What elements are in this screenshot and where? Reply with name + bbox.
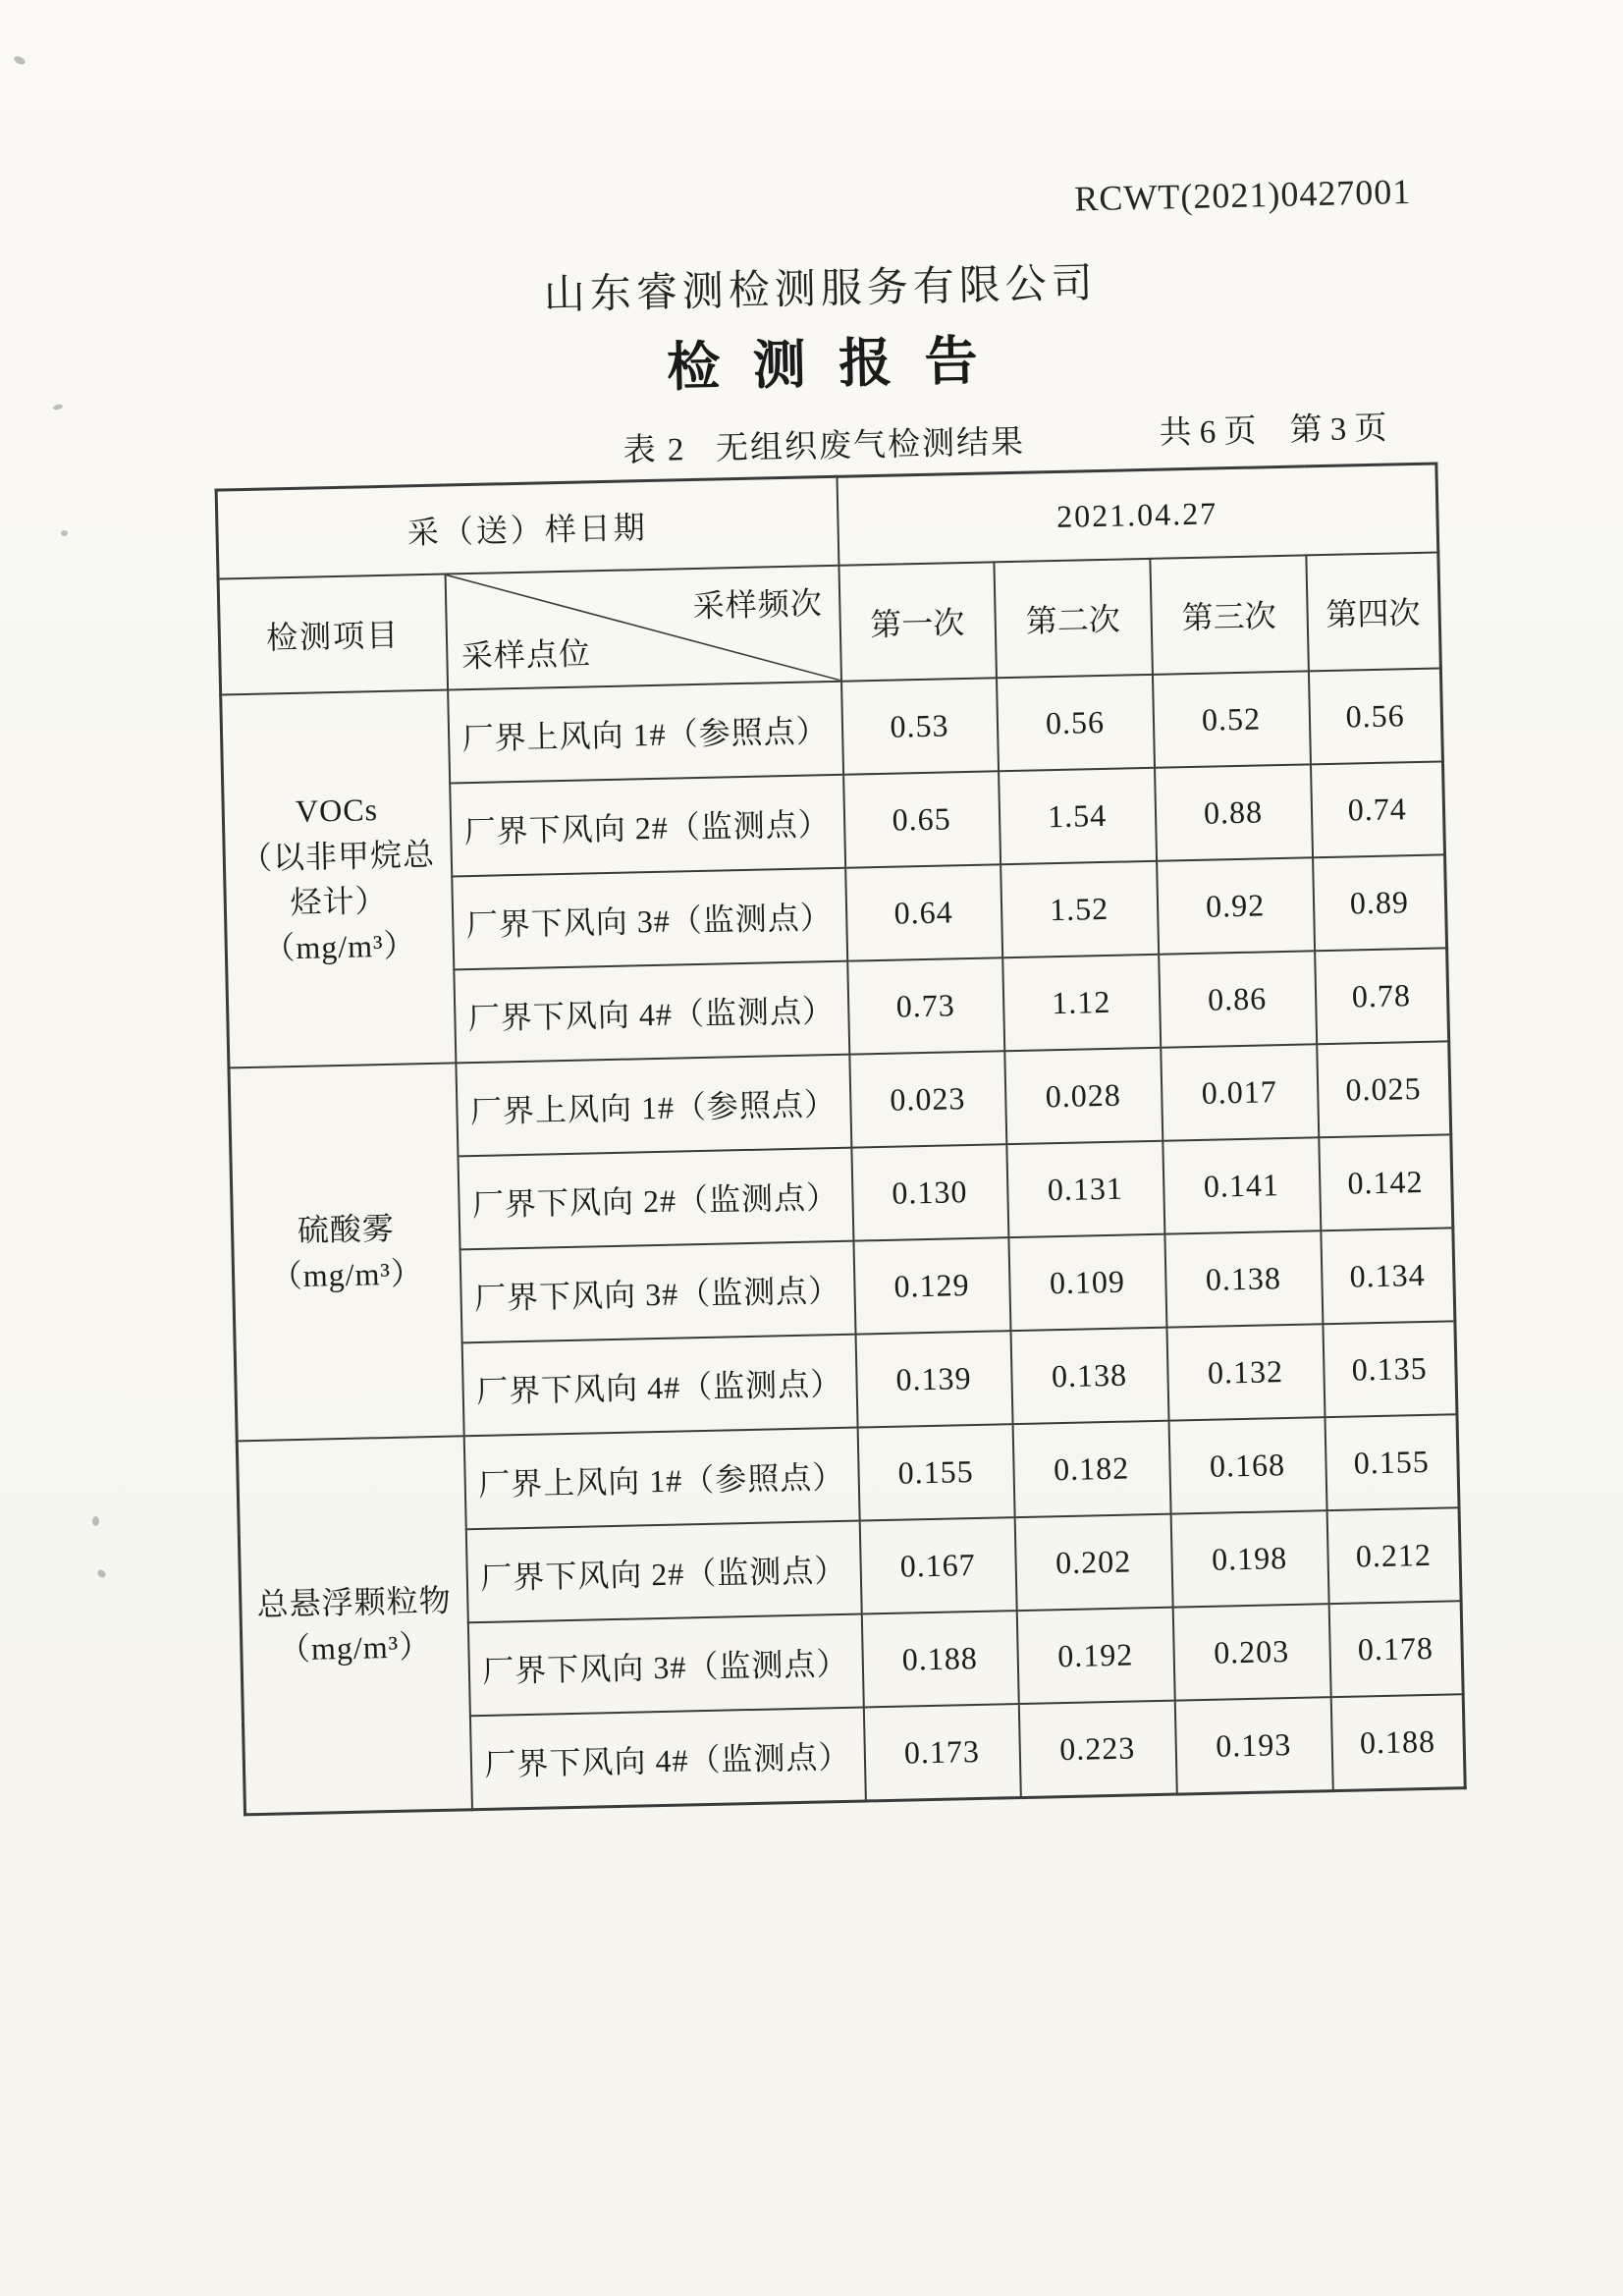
date-label-cell: 采（送）样日期 [216, 476, 839, 578]
value-cell: 0.138 [1010, 1328, 1168, 1424]
value-cell: 0.202 [1014, 1514, 1172, 1611]
point-cell: 厂界下风向 2#（监测点） [450, 775, 845, 877]
value-cell: 0.017 [1161, 1044, 1319, 1140]
point-cell: 厂界下风向 3#（监测点） [467, 1614, 863, 1717]
freq-header-4: 第四次 [1306, 552, 1441, 671]
value-cell: 0.53 [841, 678, 999, 774]
point-cell: 厂界下风向 2#（监测点） [458, 1148, 853, 1250]
value-cell: 0.025 [1317, 1041, 1451, 1137]
value-cell: 0.52 [1152, 671, 1310, 767]
point-cell: 厂界下风向 3#（监测点） [460, 1241, 855, 1343]
value-cell: 0.203 [1172, 1604, 1330, 1700]
freq-header-1: 第一次 [839, 562, 997, 681]
results-table [215, 462, 1467, 1816]
point-cell: 厂界上风向 1#（参照点） [456, 1055, 851, 1157]
sampling-point-label: 采样点位 [460, 635, 592, 675]
point-cell: 厂界下风向 4#（监测点） [454, 961, 849, 1064]
value-cell: 0.139 [855, 1331, 1012, 1427]
point-cell: 厂界下风向 3#（监测点） [452, 868, 847, 970]
item-cell-tsp: 总悬浮颗粒物 （mg/m³） [237, 1436, 471, 1814]
value-cell: 0.188 [861, 1611, 1018, 1707]
freq-header-2: 第二次 [994, 559, 1153, 678]
value-cell: 0.188 [1330, 1694, 1465, 1790]
value-cell: 0.168 [1168, 1417, 1326, 1513]
page-content [208, 144, 1464, 1817]
value-cell: 0.89 [1313, 854, 1447, 951]
value-cell: 0.142 [1319, 1134, 1453, 1230]
caption-row [213, 408, 1434, 475]
value-cell: 0.74 [1310, 761, 1444, 857]
report-number: RCWT(2021)0427001 [1073, 171, 1412, 219]
freq-header-3: 第三次 [1150, 555, 1309, 674]
point-cell: 厂界下风向 4#（监测点） [461, 1335, 857, 1437]
value-cell: 0.167 [859, 1517, 1016, 1613]
value-cell: 0.193 [1174, 1697, 1332, 1794]
value-cell: 0.130 [851, 1144, 1008, 1240]
item-cell-sulfuric-acid-mist: 硫酸雾 （mg/m³） [229, 1063, 463, 1441]
sampling-frequency-label: 采样频次 [692, 585, 824, 625]
value-cell: 0.155 [1325, 1414, 1459, 1510]
value-cell: 0.131 [1006, 1141, 1164, 1237]
value-cell: 0.212 [1326, 1507, 1461, 1604]
value-cell: 1.52 [1001, 861, 1159, 957]
value-cell: 0.132 [1166, 1324, 1325, 1420]
value-cell: 0.134 [1321, 1228, 1455, 1324]
item-header-cell: 检测项目 [218, 574, 448, 695]
value-cell: 0.178 [1328, 1601, 1463, 1697]
pages-total: 共 6 页 [1159, 413, 1257, 452]
value-cell: 0.135 [1323, 1321, 1457, 1417]
date-value-cell: 2021.04.27 [837, 464, 1438, 566]
value-cell: 0.182 [1012, 1421, 1170, 1517]
value-cell: 0.129 [853, 1237, 1010, 1334]
value-cell: 0.198 [1170, 1510, 1328, 1607]
value-cell: 0.109 [1008, 1234, 1166, 1331]
value-cell: 0.92 [1157, 857, 1315, 954]
scan-artifact [92, 1516, 99, 1526]
value-cell: 0.56 [996, 675, 1154, 771]
page-info [1159, 403, 1387, 454]
value-cell: 0.64 [845, 864, 1002, 960]
value-cell: 0.56 [1308, 668, 1442, 764]
point-cell: 厂界上风向 1#（参照点） [463, 1428, 859, 1530]
value-cell: 0.141 [1163, 1137, 1321, 1233]
value-cell: 0.192 [1016, 1608, 1174, 1704]
value-cell: 0.88 [1155, 764, 1313, 860]
page-current: 第 3 页 [1289, 410, 1387, 449]
value-cell: 1.54 [999, 768, 1157, 864]
value-cell: 0.155 [857, 1424, 1014, 1520]
value-cell: 0.028 [1004, 1048, 1163, 1144]
value-cell: 0.78 [1315, 948, 1449, 1044]
table-caption: 表 2 无组织废气检测结果 [622, 424, 1026, 469]
diagonal-header-cell [445, 566, 840, 690]
value-cell: 0.223 [1018, 1701, 1176, 1798]
item-cell-vocs: VOCs （以非甲烷总 烃计） （mg/m³） [221, 690, 456, 1068]
value-cell: 1.12 [1002, 955, 1161, 1051]
point-cell: 厂界上风向 1#（参照点） [448, 682, 843, 784]
point-cell: 厂界下风向 4#（监测点） [469, 1708, 865, 1810]
company-name: 山东睿测检测服务有限公司 [543, 260, 1099, 319]
value-cell: 0.023 [849, 1051, 1006, 1147]
value-cell: 0.73 [847, 957, 1004, 1054]
report-title: 检测报告 [666, 330, 1011, 398]
value-cell: 0.65 [843, 771, 1001, 867]
point-cell: 厂界下风向 2#（监测点） [465, 1521, 861, 1623]
scan-artifact [61, 530, 68, 536]
value-cell: 0.173 [863, 1704, 1020, 1801]
value-cell: 0.86 [1159, 951, 1317, 1047]
value-cell: 0.138 [1164, 1230, 1323, 1327]
